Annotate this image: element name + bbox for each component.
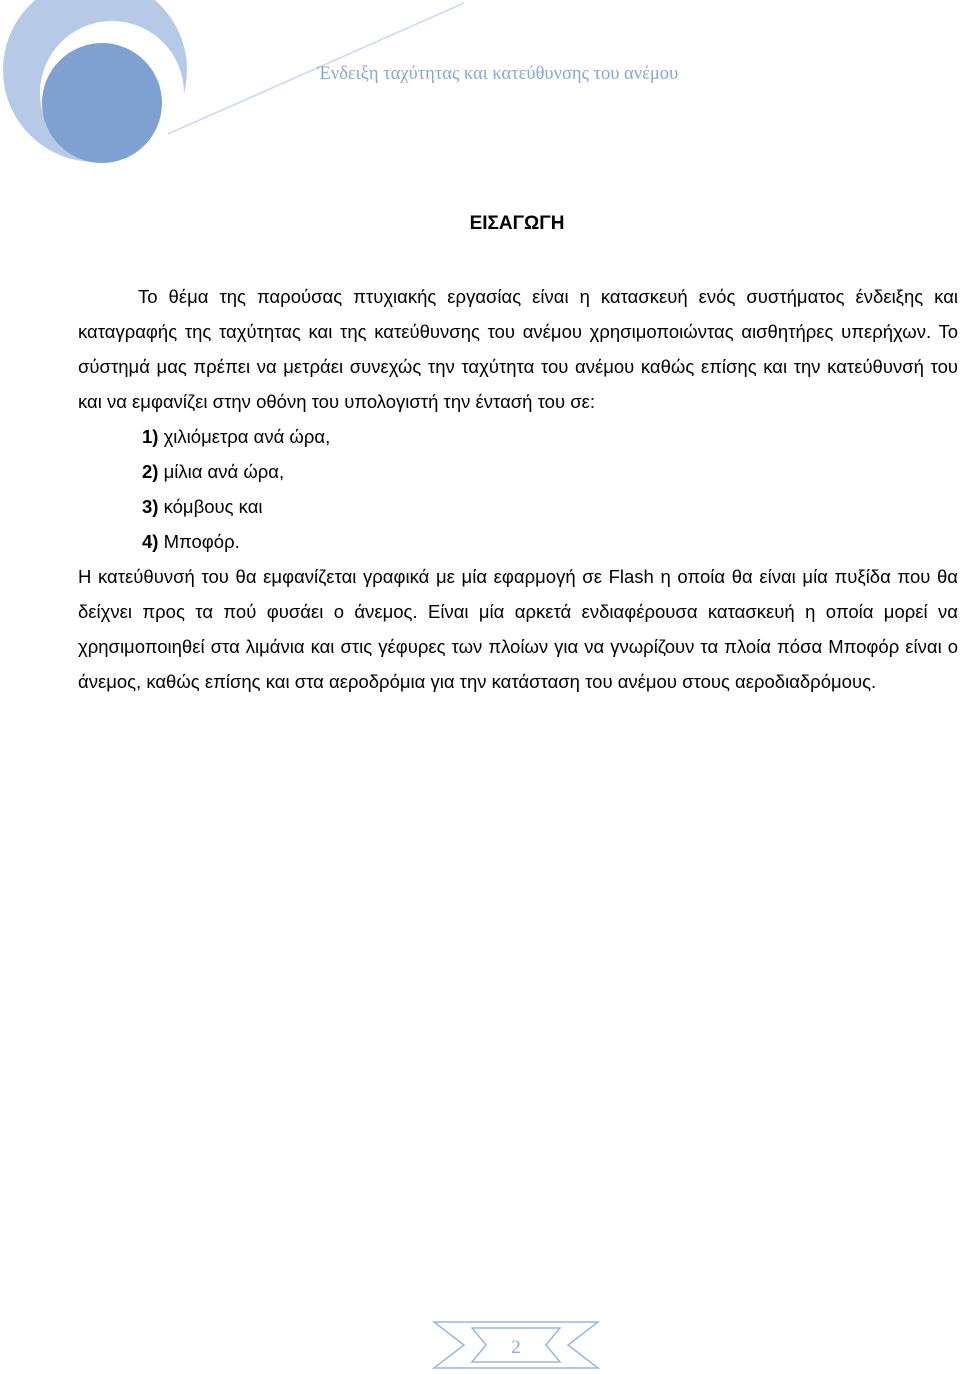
list-item-number: 2) (142, 461, 159, 482)
list-item-text: χιλιόμετρα ανά ώρα, (163, 426, 331, 447)
list-item (142, 454, 330, 489)
inner-dark-circle (42, 43, 162, 163)
list-item-text: μίλια ανά ώρα, (163, 461, 285, 482)
list-item (142, 489, 330, 524)
corner-circles-decoration (0, 0, 470, 170)
list-item-number: 4) (142, 531, 159, 552)
units-list (142, 419, 330, 559)
intro-paragraph (78, 279, 958, 419)
list-item-text: κόμβους και (163, 496, 263, 517)
list-item-text: Μποφόρ. (163, 531, 240, 552)
compass-paragraph-text: Η κατεύθυνσή του θα εμφανίζεται γραφικά με μία εφαρμογή σε Flash η οποία θα είναι μία πυξίδα που θα δείχνει προς τα πού φυσάει ο άνεμος. Είναι μία αρκετά ενδιαφέρουσα κατασκευή η οποία μορεί να χρησιμοποιηθεί στα λιμάνια και στις γέφυρες των πλοίων για να γνωρίζουν τα πλοία πόσα Μποφόρ είναι ο άνεμος, καθώς επίσης και στα αεροδρόμια για την κατάσταση του ανέμου στους αεροδιαδρόμους. (78, 566, 959, 692)
list-item (142, 419, 330, 454)
section-heading: ΕΙΣΑΓΩΓΗ (469, 213, 565, 234)
compass-paragraph (78, 559, 958, 699)
page-number: 2 (511, 1337, 521, 1358)
list-item-number: 1) (142, 426, 159, 447)
intro-paragraph-text: Το θέμα της παρούσας πτυχιακής εργασίας είναι η κατασκευή ενός συστήματος ένδειξης και καταγραφής της ταχύτητας και της κατεύθυνσης του ανέμου χρησιμοποιώντας αισθητήρες υπερήχων. Το σύστημά μας πρέπει να μετράει συνεχώς την ταχύτητα του ανέμου καθώς επίσης και την κατεύθυνσή του και να εμφανίζει στην οθόνη του υπολογιστή την έντασή του σε: (78, 286, 958, 412)
running-header-title: Ένδειξη ταχύτητας και κατεύθυνσης του ανέμου (318, 64, 679, 84)
list-item-number: 3) (142, 496, 159, 517)
list-item (142, 524, 330, 559)
